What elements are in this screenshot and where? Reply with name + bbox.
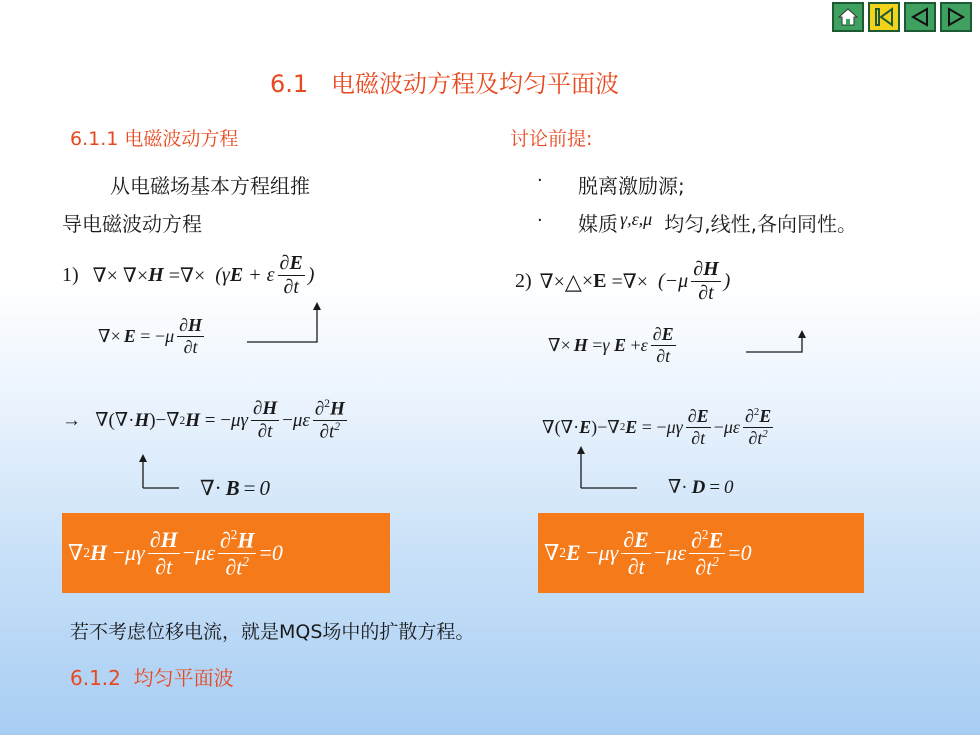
eq2-curl-curl-e: 2) ∇× △ × E =∇× (−μ $\frac{\partial H}{\partial t}$ ) <box>515 258 731 304</box>
eq2-label: 2) <box>515 270 532 292</box>
eq2-expanded: ∇(∇· E )−∇ 2 E = − μγ $\frac{\partial E}{\partial t}$ − με $\frac{\partial^2E}{\partial t^2}$ <box>542 406 772 448</box>
intro-line-2: 导电磁波动方程 <box>62 212 202 236</box>
section-heading-2: 6.1.2 均匀平面波 <box>70 666 234 690</box>
first-page-icon <box>874 7 894 27</box>
eq1-expanded: → ∇(∇· H )−∇ 2 H = − μγ $\frac{\partial H}{\partial t}$ − με $\frac{\partial^2H}{\partial t^2}$ <box>62 398 345 443</box>
premise-2-prefix: 媒质 <box>578 212 618 236</box>
home-icon <box>838 8 858 26</box>
next-button[interactable] <box>940 2 972 32</box>
section-heading-1: 6.1.1 电磁波动方程 <box>70 128 239 150</box>
gauss-magnetic: ∇· B = 0 <box>200 476 271 500</box>
closing-note: 若不考虑位移电流，就是MQS场中的扩散方程。 <box>70 621 475 643</box>
premise-2 <box>578 208 857 237</box>
premise-2-suffix: 均匀,线性,各向同性。 <box>664 212 857 236</box>
premise-title: 讨论前提: <box>510 128 593 150</box>
prev-button[interactable] <box>904 2 936 32</box>
eq2-substitution-arrow <box>742 328 812 358</box>
eq1-substitution-arrow <box>245 300 325 348</box>
eq2-ampere: ∇× H = γ E + ε $\frac{\partial E}{\partial t}$ <box>548 324 674 366</box>
premise-1: 脱离激励源; <box>578 174 685 198</box>
intro-line-1: 从电磁场基本方程组推 <box>110 174 310 198</box>
eq1-label: 1) <box>62 264 79 286</box>
eq1-faraday: ∇× E = − μ $\frac{\partial H}{\partial t}$ <box>98 315 203 357</box>
premise-2-symbols: γ,ε,μ <box>620 209 653 229</box>
wave-equation-e-box: ∇ 2 E − μγ $\frac{\partial E}{\partial t}$ − με $\frac{\partial^2E}{\partial t^2}$ = 0 <box>538 513 864 593</box>
prev-icon <box>910 7 930 27</box>
nav-buttons <box>832 2 972 32</box>
eq1-divergence-arrow <box>135 452 185 494</box>
eq1-curl-curl-h: 1) ∇× ∇× H =∇× (γE + ε $\frac{\partial E}{\partial t}$ ) <box>62 252 315 298</box>
next-icon <box>946 7 966 27</box>
first-page-button[interactable] <box>868 2 900 32</box>
wave-equation-h-box: ∇ 2 H − μγ $\frac{\partial H}{\partial t}$ − με $\frac{\partial^2H}{\partial t^2}$ = 0 <box>62 513 390 593</box>
bullet-1: · <box>537 170 543 191</box>
page-title: 6.1 电磁波动方程及均匀平面波 <box>270 70 620 98</box>
gauss-electric: ∇· D = 0 <box>668 476 734 498</box>
bullet-2: · <box>537 210 543 231</box>
eq2-divergence-arrow <box>573 444 643 494</box>
home-button[interactable] <box>832 2 864 32</box>
